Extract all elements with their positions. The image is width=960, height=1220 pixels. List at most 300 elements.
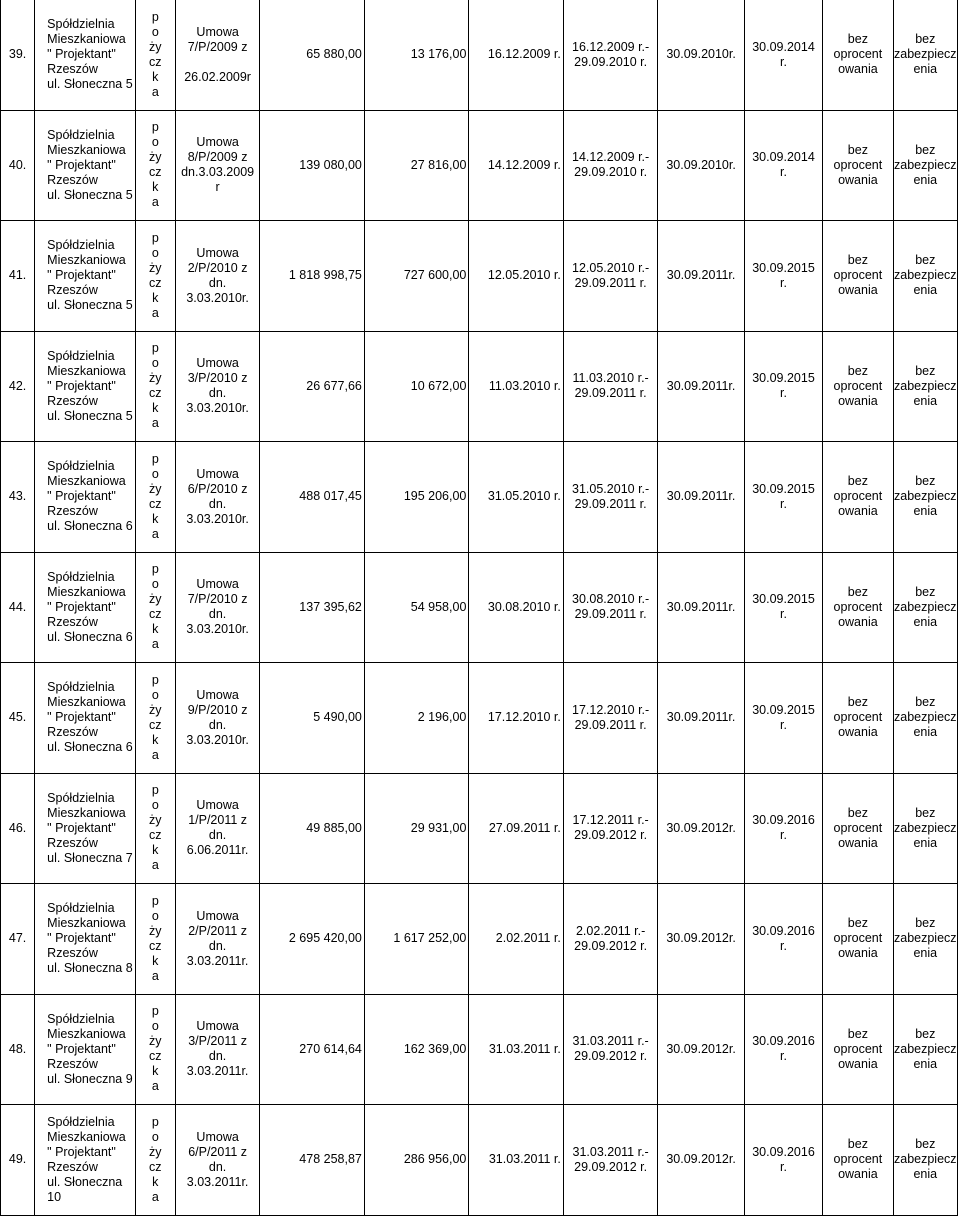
amount-cell: 137 395,62 [260, 552, 365, 663]
row-number: 49. [1, 1105, 35, 1216]
letters-line: cz [149, 54, 162, 69]
letters-cell [135, 1105, 175, 1216]
date-cell: 27.09.2011 r. [469, 773, 563, 884]
interest-line: oprocent [833, 820, 883, 835]
period-line: 31.03.2011 r.- [572, 1144, 649, 1159]
share-cell: 10 672,00 [364, 331, 469, 442]
period-cell [563, 331, 657, 442]
borrower-cell [35, 110, 136, 221]
security-cell [893, 994, 957, 1105]
contract-line: 3.03.2010r. [186, 290, 249, 305]
security-line: zabezpiecz [894, 268, 957, 283]
name-line: Spółdzielnia [47, 238, 115, 253]
name-line: Mieszkaniowa [47, 1129, 126, 1144]
contract-cell [175, 884, 259, 995]
name-line: " Projektant" [47, 1041, 116, 1056]
name-line: " Projektant" [47, 47, 116, 62]
end-line: 30.09.2015 [752, 260, 815, 275]
name-line: Rzeszów [47, 1159, 98, 1174]
amount-cell: 488 017,45 [260, 442, 365, 553]
date-cell: 30.08.2010 r. [469, 552, 563, 663]
period-cell [563, 0, 657, 110]
name-line: ul. Słoneczna 7 [47, 850, 133, 865]
due-cell: 30.09.2012r. [658, 994, 744, 1105]
contract-line: 8/P/2009 z [187, 150, 248, 165]
end-date-cell [744, 331, 822, 442]
contract-line: Umowa [196, 577, 239, 592]
letters-line: k [152, 843, 159, 858]
name-line: Spółdzielnia [47, 348, 115, 363]
borrower-cell [35, 331, 136, 442]
letters-line: a [151, 84, 159, 99]
row-number: 44. [1, 552, 35, 663]
interest-line: owania [838, 1167, 878, 1182]
name-line: Rzeszów [47, 504, 98, 519]
period-line: 12.05.2010 r.- [572, 260, 650, 275]
table-row [1, 221, 958, 332]
contract-line: Umowa [196, 798, 239, 813]
letters-line: ży [149, 1144, 162, 1159]
interest-line: owania [838, 172, 878, 187]
contract-line: Umowa [196, 245, 239, 260]
amount-cell: 49 885,00 [260, 773, 365, 884]
borrower-cell [35, 552, 136, 663]
row-number: 48. [1, 994, 35, 1105]
borrower-cell [35, 442, 136, 553]
contract-line: 6.06.2011r. [186, 843, 249, 858]
contract-line: Umowa [196, 135, 239, 150]
letters-line: k [152, 732, 159, 747]
share-cell: 29 931,00 [364, 773, 469, 884]
name-line: Mieszkaniowa [47, 142, 126, 157]
letters-line: k [152, 622, 159, 637]
contract-cell [175, 0, 259, 110]
interest-cell [823, 110, 893, 221]
interest-cell [823, 0, 893, 110]
letters-cell [135, 994, 175, 1105]
contract-line: 3.03.2010r. [186, 511, 249, 526]
interest-line: owania [838, 835, 878, 850]
letters-line: cz [149, 938, 162, 953]
interest-cell [823, 773, 893, 884]
interest-line: owania [838, 725, 878, 740]
date-cell: 31.03.2011 r. [469, 1105, 563, 1216]
name-line: Spółdzielnia [47, 901, 115, 916]
interest-line: oprocent [833, 268, 883, 283]
interest-line: bez [847, 584, 868, 599]
security-line: enia [913, 835, 938, 850]
contract-cell [175, 110, 259, 221]
interest-line: bez [847, 142, 868, 157]
end-line: r. [780, 54, 787, 69]
security-line: bez [915, 142, 936, 157]
letters-line: o [151, 135, 159, 150]
period-line: 29.09.2011 r. [574, 717, 647, 732]
table-row [1, 0, 958, 110]
contract-line: dn. [208, 496, 227, 511]
borrower-cell [35, 773, 136, 884]
period-line: 17.12.2011 r.- [572, 813, 649, 828]
due-cell: 30.09.2011r. [658, 552, 744, 663]
security-line: enia [913, 393, 938, 408]
name-line: Spółdzielnia [47, 17, 115, 32]
contract-line: Umowa [196, 1129, 239, 1144]
contract-cell [175, 773, 259, 884]
interest-line: owania [838, 62, 878, 77]
end-line: 30.09.2015 [752, 481, 815, 496]
table-row [1, 442, 958, 553]
contract-line: 2/P/2011 z [188, 923, 248, 938]
letters-line: o [151, 245, 159, 260]
name-line: ul. Słoneczna 6 [47, 629, 133, 644]
interest-line: bez [847, 805, 868, 820]
interest-line: oprocent [833, 931, 883, 946]
end-line: 30.09.2014 [752, 150, 815, 165]
letters-cell [135, 884, 175, 995]
letters-line: a [151, 1079, 159, 1094]
name-line: " Projektant" [47, 268, 116, 283]
letters-line: cz [149, 165, 162, 180]
row-number: 41. [1, 221, 35, 332]
security-line: bez [915, 32, 936, 47]
letters-line: a [151, 195, 159, 210]
contract-cell [175, 442, 259, 553]
name-line: ul. Słoneczna [47, 1174, 123, 1189]
interest-line: oprocent [833, 378, 883, 393]
letters-line: ży [149, 481, 162, 496]
borrower-cell [35, 1105, 136, 1216]
contract-line: 3/P/2010 z [187, 371, 248, 386]
letters-line: p [151, 672, 159, 687]
end-line: 30.09.2015 [752, 592, 815, 607]
interest-line: oprocent [833, 489, 883, 504]
letters-cell [135, 442, 175, 553]
period-line: 11.03.2010 r.- [572, 371, 649, 386]
letters-line: p [151, 562, 159, 577]
letters-line: a [151, 747, 159, 762]
name-line: " Projektant" [47, 489, 116, 504]
row-number: 43. [1, 442, 35, 553]
letters-line: o [151, 687, 159, 702]
borrower-cell [35, 221, 136, 332]
name-line: Spółdzielnia [47, 680, 115, 695]
row-number: 40. [1, 110, 35, 221]
letters-line: k [152, 401, 159, 416]
period-cell [563, 552, 657, 663]
share-cell: 2 196,00 [364, 663, 469, 774]
interest-cell [823, 884, 893, 995]
letters-line: ży [149, 702, 162, 717]
due-cell: 30.09.2011r. [658, 442, 744, 553]
borrower-cell [35, 0, 136, 110]
period-cell [563, 1105, 657, 1216]
letters-line: cz [149, 1049, 162, 1064]
amount-cell: 1 818 998,75 [260, 221, 365, 332]
letters-cell [135, 331, 175, 442]
letters-line: o [151, 24, 159, 39]
letters-line: a [151, 1189, 159, 1204]
period-line: 29.09.2012 r. [574, 1049, 648, 1064]
letters-line: a [151, 858, 159, 873]
share-cell: 195 206,00 [364, 442, 469, 553]
interest-line: bez [847, 1026, 868, 1041]
end-line: r. [780, 717, 787, 732]
due-cell: 30.09.2012r. [658, 1105, 744, 1216]
interest-line: oprocent [833, 1041, 883, 1056]
interest-line: owania [838, 504, 878, 519]
period-line: 29.09.2011 r. [574, 386, 647, 401]
letters-line: o [151, 577, 159, 592]
letters-line: a [151, 305, 159, 320]
borrower-cell [35, 663, 136, 774]
end-date-cell [744, 552, 822, 663]
period-line: 29.09.2012 r. [574, 1159, 648, 1174]
letters-cell [135, 773, 175, 884]
amount-cell: 139 080,00 [260, 110, 365, 221]
end-line: r. [780, 496, 787, 511]
name-line: " Projektant" [47, 1144, 116, 1159]
letters-line: a [151, 416, 159, 431]
letters-line: ży [149, 923, 162, 938]
table-row [1, 110, 958, 221]
letters-line: cz [149, 386, 162, 401]
name-line: 10 [47, 1189, 62, 1204]
security-line: enia [913, 614, 938, 629]
name-line: " Projektant" [47, 710, 116, 725]
name-line: Rzeszów [47, 172, 98, 187]
interest-line: bez [847, 253, 868, 268]
contract-line: 3.03.2010r. [186, 401, 249, 416]
share-cell: 27 816,00 [364, 110, 469, 221]
table-row [1, 331, 958, 442]
interest-line: owania [838, 283, 878, 298]
interest-cell [823, 221, 893, 332]
date-cell: 14.12.2009 r. [469, 110, 563, 221]
due-cell: 30.09.2010r. [658, 110, 744, 221]
contract-line: dn. [208, 1049, 227, 1064]
security-cell [893, 663, 957, 774]
letters-line: ży [149, 371, 162, 386]
letters-line: p [151, 1114, 159, 1129]
contract-line: 3.03.2010r. [186, 622, 249, 637]
interest-cell [823, 331, 893, 442]
security-line: bez [915, 474, 936, 489]
letters-cell [135, 221, 175, 332]
letters-line: k [152, 180, 159, 195]
letters-line: k [152, 1064, 159, 1079]
contract-line: 3.03.2011r. [186, 953, 249, 968]
contract-line: 7/P/2010 z [187, 592, 248, 607]
letters-cell [135, 0, 175, 110]
security-line: bez [915, 363, 936, 378]
period-cell [563, 773, 657, 884]
share-cell: 54 958,00 [364, 552, 469, 663]
letters-line: p [151, 1004, 159, 1019]
security-line: bez [915, 1026, 936, 1041]
security-line: zabezpiecz [894, 489, 957, 504]
row-number: 45. [1, 663, 35, 774]
due-cell: 30.09.2012r. [658, 884, 744, 995]
name-line: Rzeszów [47, 393, 98, 408]
security-line: zabezpiecz [894, 1152, 957, 1167]
security-line: zabezpiecz [894, 820, 957, 835]
security-line: zabezpiecz [894, 710, 957, 725]
contract-cell [175, 331, 259, 442]
name-line: " Projektant" [47, 820, 116, 835]
security-cell [893, 221, 957, 332]
interest-line: bez [847, 916, 868, 931]
security-line: bez [915, 1137, 936, 1152]
contract-line: Umowa [196, 908, 239, 923]
letters-line: cz [149, 275, 162, 290]
security-line: enia [913, 172, 938, 187]
interest-line: oprocent [833, 157, 883, 172]
date-cell: 2.02.2011 r. [469, 884, 563, 995]
table-row [1, 773, 958, 884]
letters-cell [135, 663, 175, 774]
row-number: 39. [1, 0, 35, 110]
date-cell: 31.05.2010 r. [469, 442, 563, 553]
name-line: ul. Słoneczna 6 [47, 740, 133, 755]
end-date-cell [744, 1105, 822, 1216]
period-line: 14.12.2009 r.- [572, 150, 650, 165]
name-line: ul. Słoneczna 5 [47, 298, 133, 313]
letters-line: cz [149, 717, 162, 732]
security-line: zabezpiecz [894, 157, 957, 172]
letters-line: o [151, 798, 159, 813]
date-cell: 16.12.2009 r. [469, 0, 563, 110]
letters-line: cz [149, 1159, 162, 1174]
share-cell: 1 617 252,00 [364, 884, 469, 995]
end-date-cell [744, 773, 822, 884]
name-line: Mieszkaniowa [47, 805, 126, 820]
end-line: 30.09.2016 [752, 813, 815, 828]
letters-line: a [151, 968, 159, 983]
amount-cell: 478 258,87 [260, 1105, 365, 1216]
end-line: r. [780, 938, 787, 953]
interest-line: owania [838, 393, 878, 408]
letters-line: o [151, 908, 159, 923]
due-cell: 30.09.2011r. [658, 331, 744, 442]
amount-cell: 5 490,00 [260, 663, 365, 774]
contract-line: dn. [208, 607, 227, 622]
name-line: Spółdzielnia [47, 459, 115, 474]
interest-line: oprocent [833, 599, 883, 614]
interest-line: owania [838, 614, 878, 629]
name-line: ul. Słoneczna 9 [47, 1071, 133, 1086]
contract-line: 6/P/2010 z [187, 481, 248, 496]
period-cell [563, 442, 657, 553]
security-line: bez [915, 916, 936, 931]
table-row [1, 552, 958, 663]
end-date-cell [744, 0, 822, 110]
borrower-cell [35, 994, 136, 1105]
period-cell [563, 663, 657, 774]
end-line: 30.09.2014 [752, 39, 815, 54]
letters-line: ży [149, 260, 162, 275]
end-line: r. [780, 828, 787, 843]
due-cell: 30.09.2011r. [658, 221, 744, 332]
contract-line: 6/P/2011 z [188, 1144, 248, 1159]
date-cell: 11.03.2010 r. [469, 331, 563, 442]
letters-line: p [151, 341, 159, 356]
interest-cell [823, 1105, 893, 1216]
security-cell [893, 552, 957, 663]
interest-line: owania [838, 946, 878, 961]
contract-line: Umowa [196, 1019, 239, 1034]
due-cell: 30.09.2012r. [658, 773, 744, 884]
security-cell [893, 773, 957, 884]
contract-cell [175, 1105, 259, 1216]
end-date-cell [744, 884, 822, 995]
name-line: Spółdzielnia [47, 790, 115, 805]
contract-line: dn. [208, 1159, 227, 1174]
security-line: enia [913, 62, 938, 77]
interest-line: bez [847, 32, 868, 47]
security-line: enia [913, 725, 938, 740]
name-line: " Projektant" [47, 378, 116, 393]
table-row [1, 994, 958, 1105]
contract-cell [175, 221, 259, 332]
share-cell: 13 176,00 [364, 0, 469, 110]
letters-line: p [151, 9, 159, 24]
letters-line: k [152, 953, 159, 968]
security-line: bez [915, 584, 936, 599]
letters-cell [135, 552, 175, 663]
name-line: Rzeszów [47, 62, 98, 77]
security-cell [893, 0, 957, 110]
security-cell [893, 110, 957, 221]
date-cell: 31.03.2011 r. [469, 994, 563, 1105]
letters-line: ży [149, 813, 162, 828]
period-line: 29.09.2011 r. [574, 607, 647, 622]
contract-line: Umowa [196, 24, 239, 39]
letters-line: p [151, 451, 159, 466]
contract-line: dn. [208, 938, 227, 953]
letters-line: k [152, 290, 159, 305]
contract-cell [175, 552, 259, 663]
letters-line: k [152, 511, 159, 526]
table-row [1, 884, 958, 995]
letters-line: cz [149, 828, 162, 843]
security-line: enia [913, 504, 938, 519]
name-line: Spółdzielnia [47, 127, 115, 142]
amount-cell: 270 614,64 [260, 994, 365, 1105]
due-cell: 30.09.2011r. [658, 663, 744, 774]
name-line: Mieszkaniowa [47, 584, 126, 599]
interest-cell [823, 663, 893, 774]
contract-line: r [215, 180, 220, 195]
interest-cell [823, 994, 893, 1105]
contract-line: 3.03.2011r. [186, 1064, 249, 1079]
amount-cell: 26 677,66 [260, 331, 365, 442]
letters-cell [135, 110, 175, 221]
end-date-cell [744, 663, 822, 774]
letters-line: k [152, 1174, 159, 1189]
period-line: 2.02.2011 r.- [575, 923, 646, 938]
security-line: zabezpiecz [894, 378, 957, 393]
contract-line: dn.3.03.2009 [181, 165, 255, 180]
security-line: zabezpiecz [894, 599, 957, 614]
name-line: Mieszkaniowa [47, 1026, 126, 1041]
row-number: 47. [1, 884, 35, 995]
security-cell [893, 442, 957, 553]
share-cell: 286 956,00 [364, 1105, 469, 1216]
end-line: r. [780, 1159, 787, 1174]
end-line: r. [780, 1049, 787, 1064]
date-cell: 17.12.2010 r. [469, 663, 563, 774]
security-line: enia [913, 946, 938, 961]
